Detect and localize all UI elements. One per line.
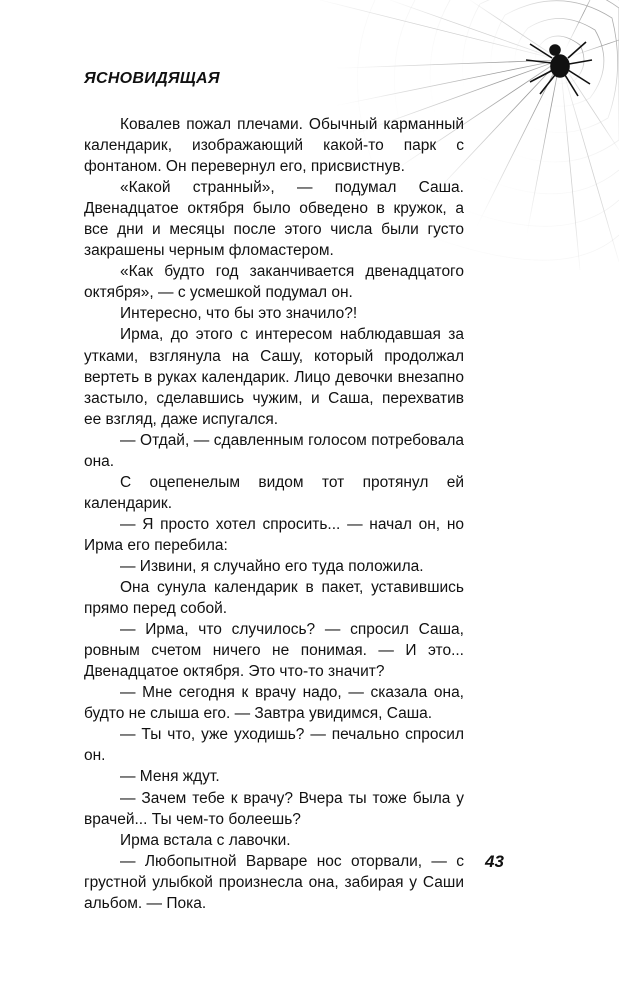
paragraph: «Как будто год заканчивается двенадцатого октября», — с усмешкой подумал он. xyxy=(84,263,464,302)
paragraph: Ирма встала с лавочки. xyxy=(120,831,291,849)
paragraph: Интересно, что бы это значило?! xyxy=(120,305,358,323)
paragraph: — Ты что, уже уходишь? — печально спросил он. xyxy=(84,726,464,765)
paragraph: «Какой странный», — подумал Саша. Двенадцатое октября было обведено в кружок, а все дни и месяцы после этого числа были густо закрашены черным фломастером. xyxy=(84,179,464,260)
paragraph: — Зачем тебе к врачу? Вчера ты тоже была у врачей... Ты чем-то болеешь? xyxy=(84,789,464,828)
body-text xyxy=(84,114,464,914)
paragraph: — Мне сегодня к врачу надо, — сказала она, будто не слыша его. — Завтра увидимся, Саша. xyxy=(84,684,464,723)
paragraph: — Меня ждут. xyxy=(120,768,220,786)
paragraph: С оцепенелым видом тот протянул ей календарик. xyxy=(84,473,464,512)
paragraph: — Любопытной Варваре нос оторвали, — с грустной улыбкой произнесла она, забирая у Саши альбом. — Пока. xyxy=(84,852,464,912)
paragraph: — Извини, я случайно его туда положила. xyxy=(120,557,424,575)
running-title: ЯСНОВИДЯЩАЯ xyxy=(84,70,220,87)
paragraph: — Отдай, — сдавленным голосом потребовала она. xyxy=(84,431,464,470)
paragraph: — Я просто хотел спросить... — начал он, но Ирма его перебила: xyxy=(84,515,464,554)
paragraph: — Ирма, что случилось? — спросил Саша, ровным счетом ничего не понимая. — И это... Двенадцатое октября. Это что-то значит? xyxy=(84,621,464,681)
page-number: 43 xyxy=(485,852,504,871)
paragraph: Она сунула календарик в пакет, уставившись прямо перед собой. xyxy=(84,579,464,618)
paragraph: Ковалев пожал плечами. Обычный карманный календарик, изображающий какой-то парк с фонтаном. Он перевернул его, присвистнув. xyxy=(84,116,464,176)
paragraph: Ирма, до этого с интересом наблюдавшая за утками, взглянула на Сашу, который продолжал вертеть в руках календарик. Лицо девочки внезапно застыло, сделавшись чужим, и Саша, перехватив ее взгляд, даже испугался. xyxy=(84,326,464,428)
